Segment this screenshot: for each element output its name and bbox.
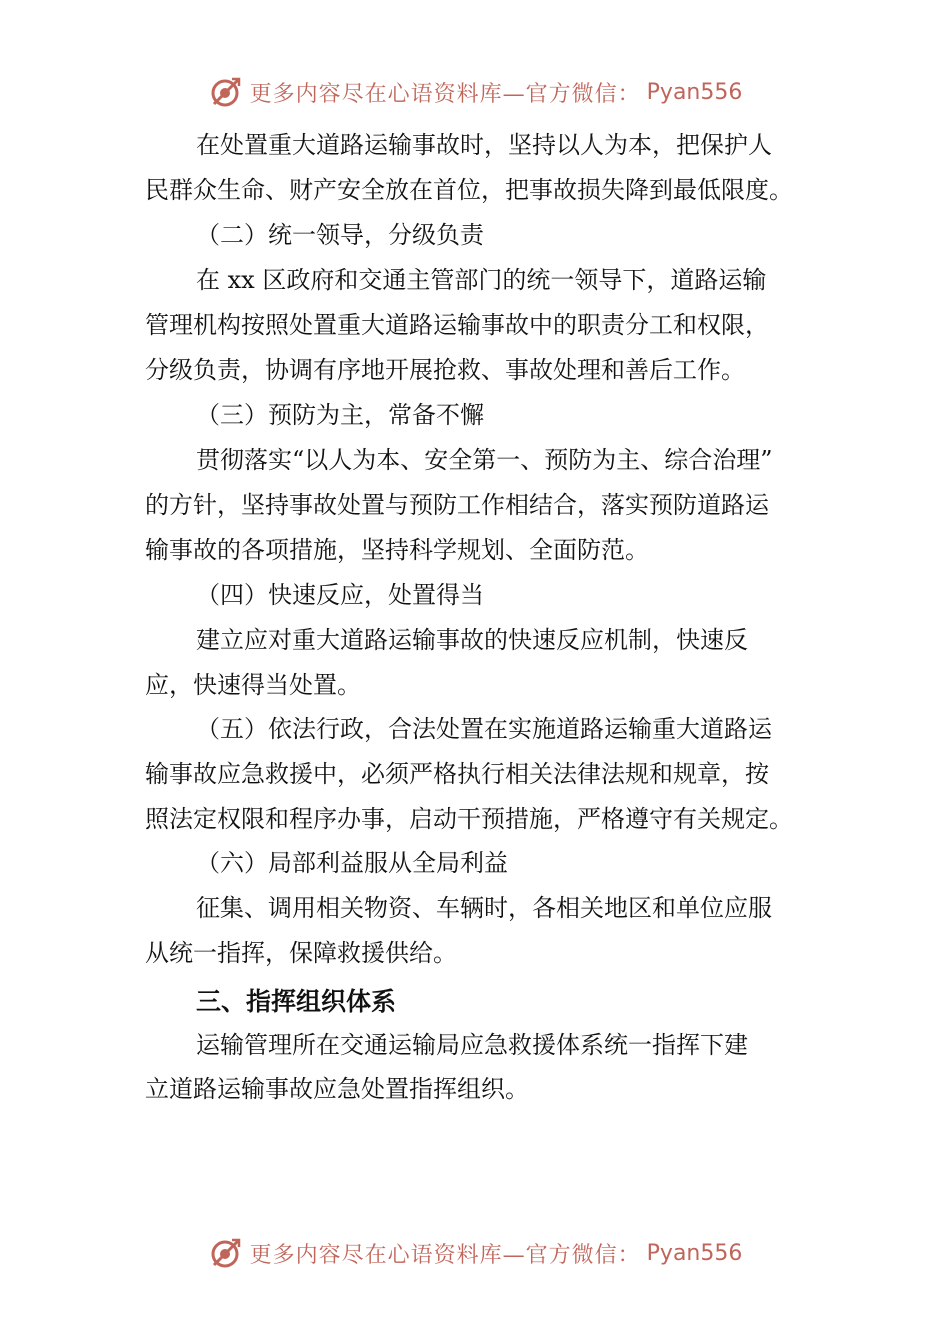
text-line: 立道路运输事故应急处置指挥组织。 xyxy=(145,1075,529,1103)
watermark-text: 更多内容尽在心语资料库—官方微信： xyxy=(249,81,641,107)
subheading: （二）统一领导，分级负责 xyxy=(196,221,484,249)
text-line: 运输管理所在交通运输局应急救援体系统一指挥下建 xyxy=(196,1031,748,1059)
text-line: 管理机构按照处置重大道路运输事故中的职责分工和权限， xyxy=(145,311,769,339)
brand-logo-icon xyxy=(208,74,244,110)
text-line: 应，快速得当处置。 xyxy=(145,671,361,699)
text-line: 征集、调用相关物资、车辆时，各相关地区和单位应服 xyxy=(196,894,772,922)
section-heading: 三、指挥组织体系 xyxy=(196,987,397,1016)
text-line: （五）依法行政，合法处置在实施道路运输重大道路运 xyxy=(196,715,772,743)
watermark-text: 更多内容尽在心语资料库—官方微信： xyxy=(249,1242,641,1268)
text-line: 输事故应急救援中，必须严格执行相关法律法规和规章，按 xyxy=(145,760,769,788)
text-line: 在 xx 区政府和交通主管部门的统一领导下，道路运输 xyxy=(196,266,767,294)
text-line: 分级负责，协调有序地开展抢救、事故处理和善后工作。 xyxy=(145,356,745,384)
text-line: 照法定权限和程序办事，启动干预措施，严格遵守有关规定。 xyxy=(145,805,793,833)
text-line: 建立应对重大道路运输事故的快速反应机制，快速反 xyxy=(196,626,748,654)
subheading: （四）快速反应，处置得当 xyxy=(196,581,484,609)
text-line: 的方针，坚持事故处置与预防工作相结合，落实预防道路运 xyxy=(145,491,769,519)
watermark-banner-top xyxy=(0,72,950,112)
text-line: 民群众生命、财产安全放在首位，把事故损失降到最低限度。 xyxy=(145,176,793,204)
brand-logo-icon xyxy=(208,1235,244,1271)
subheading: （三）预防为主，常备不懈 xyxy=(196,401,484,429)
text-line: 贯彻落实“以人为本、安全第一、预防为主、综合治理” xyxy=(196,446,773,474)
watermark-banner-bottom xyxy=(0,1233,950,1273)
watermark-wechat-id: Pyan556 xyxy=(646,79,743,105)
text-line: 从统一指挥，保障救援供给。 xyxy=(145,939,457,967)
subheading: （六）局部利益服从全局利益 xyxy=(196,849,508,877)
watermark-wechat-id: Pyan556 xyxy=(646,1240,743,1266)
text-line: 输事故的各项措施，坚持科学规划、全面防范。 xyxy=(145,536,649,564)
text-line: 在处置重大道路运输事故时，坚持以人为本，把保护人 xyxy=(196,131,772,159)
